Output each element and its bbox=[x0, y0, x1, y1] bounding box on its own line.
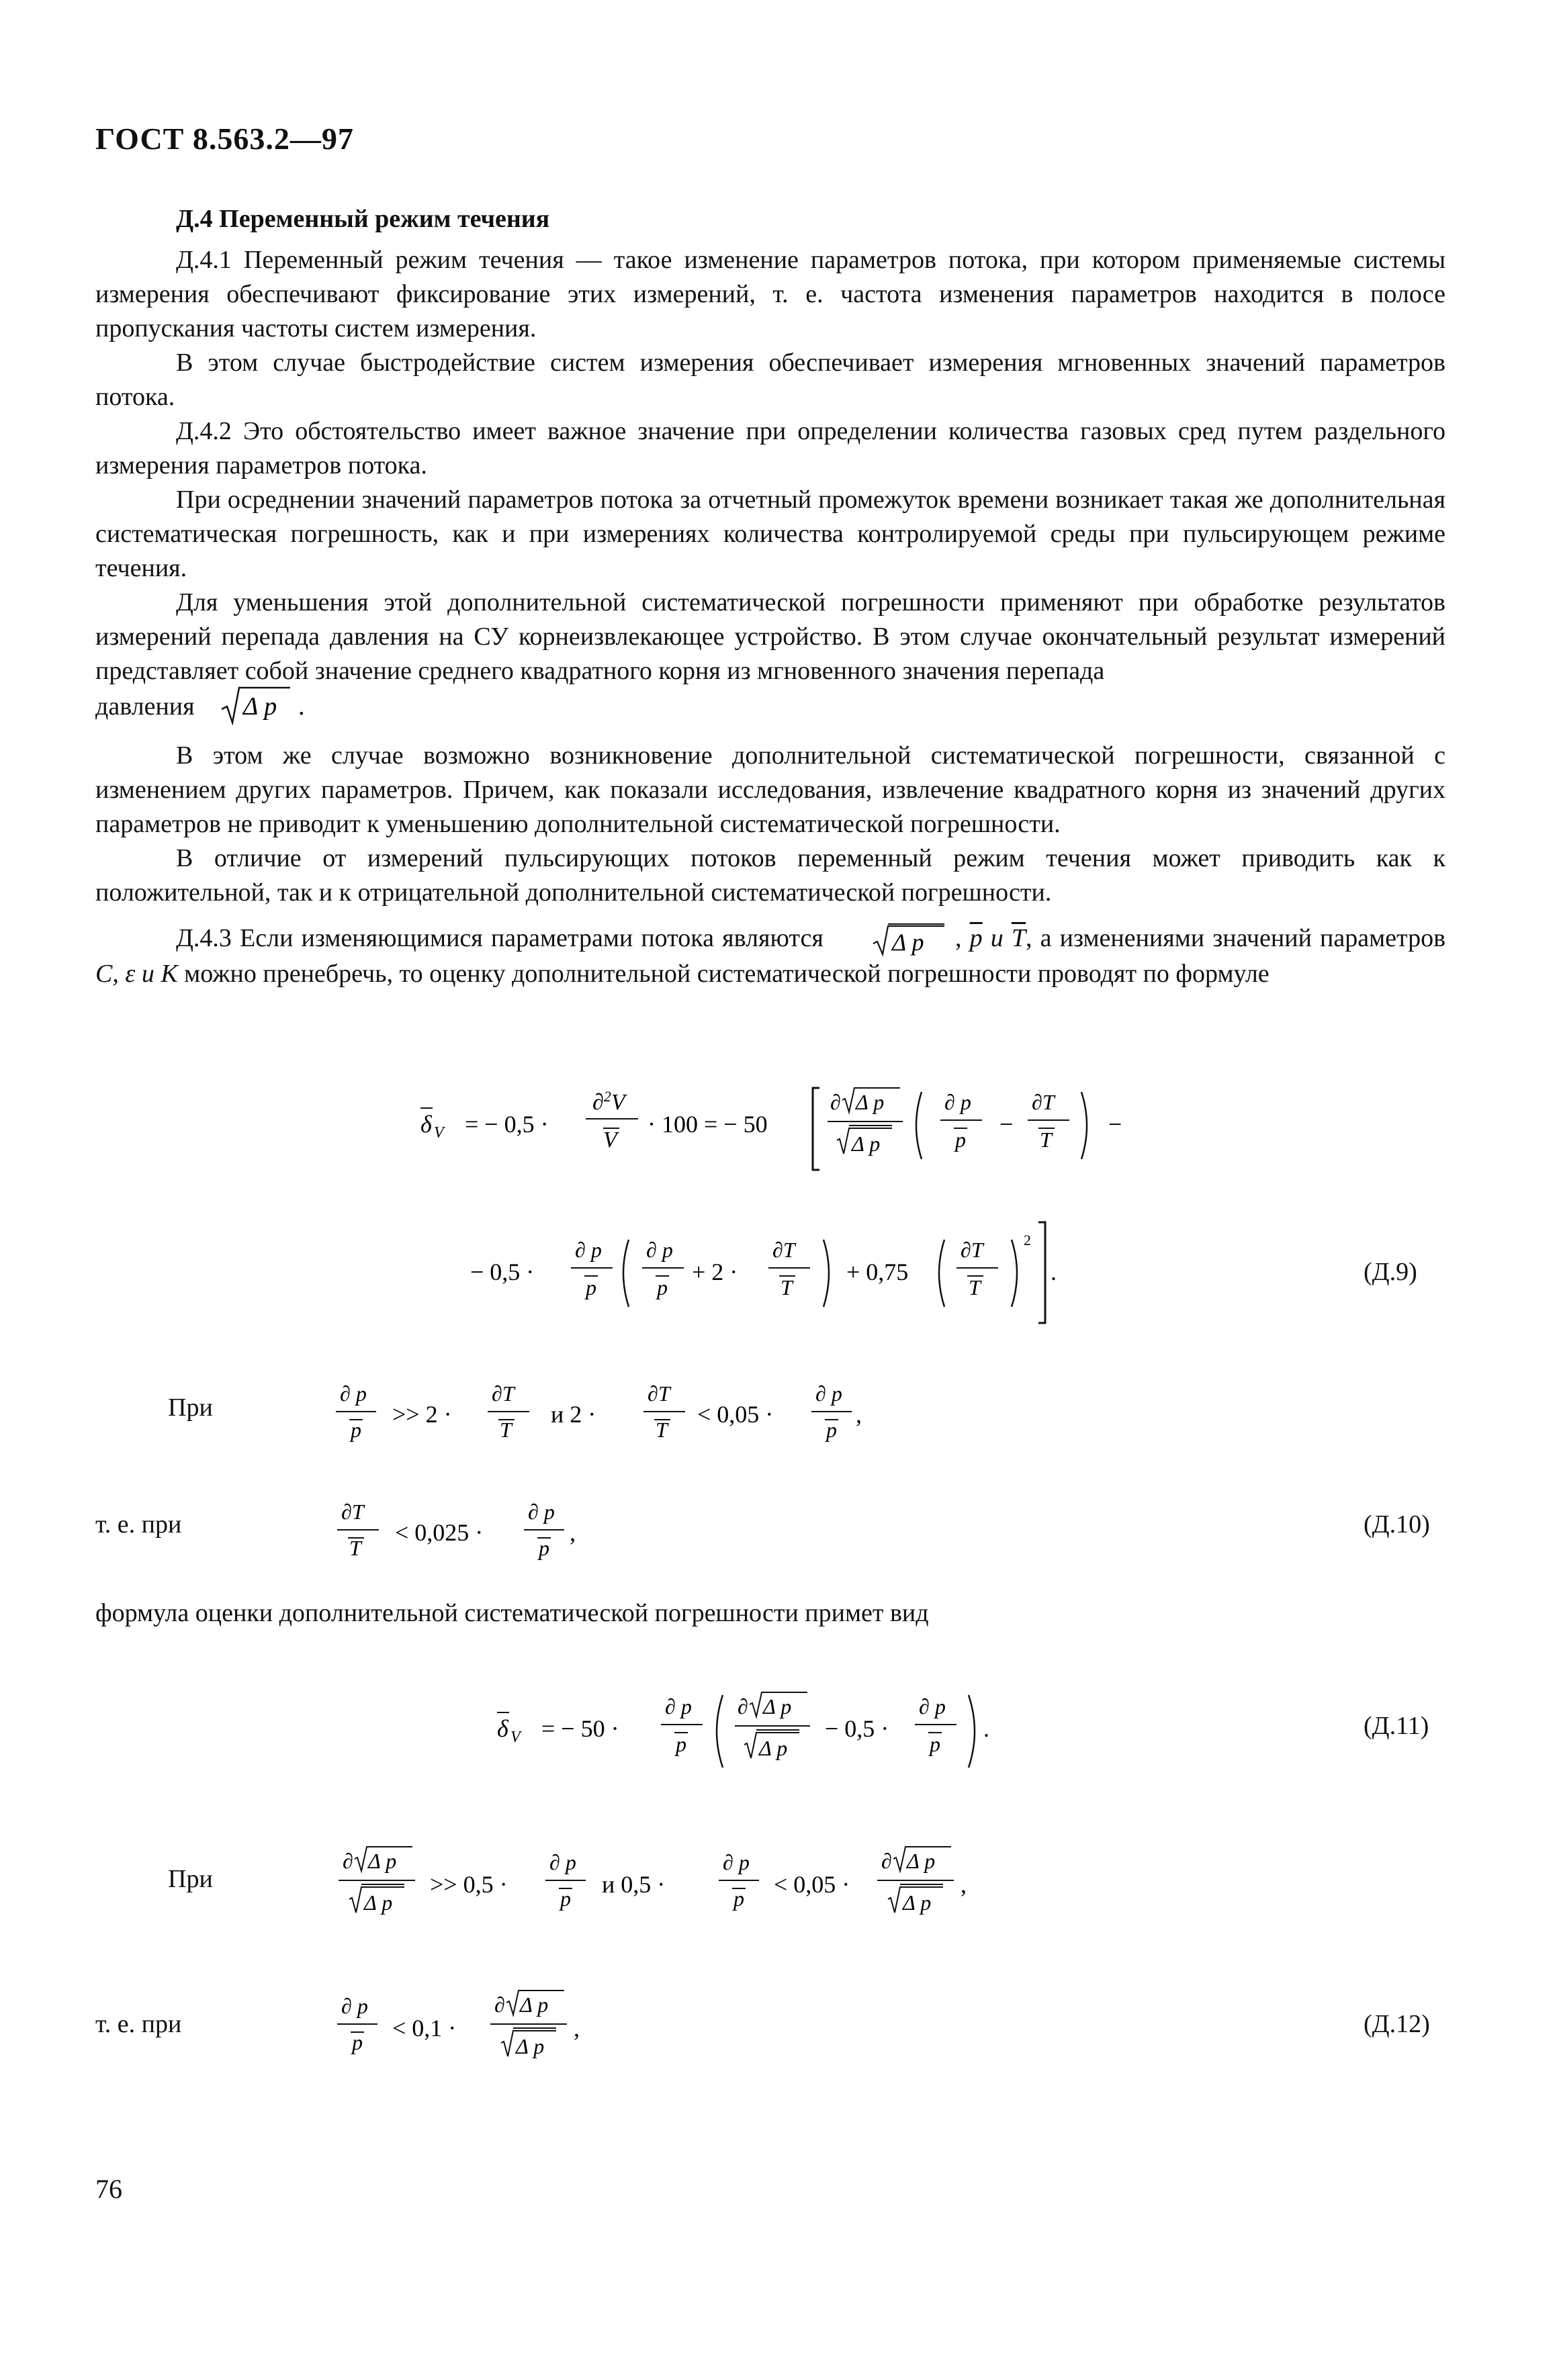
equation-number-d11: (Д.11) bbox=[1364, 1712, 1429, 1740]
svg-text:T: T bbox=[500, 1418, 512, 1442]
svg-text:Δ p: Δ p bbox=[243, 692, 277, 721]
equation-number-d12: (Д.12) bbox=[1364, 2010, 1430, 2038]
pressure-label: давления bbox=[95, 692, 195, 721]
svg-text:2: 2 bbox=[1024, 1232, 1031, 1248]
svg-text:.: . bbox=[1051, 1258, 1057, 1285]
svg-text:∂T: ∂T bbox=[772, 1238, 795, 1262]
svg-text:>> 2 ·: >> 2 · bbox=[392, 1401, 452, 1428]
svg-text:∂2V: ∂$^2$V bbox=[592, 1088, 625, 1115]
svg-text:∂ p: ∂ p bbox=[815, 1381, 842, 1406]
condition-label-te-2: т. е. при bbox=[95, 2010, 182, 2038]
svg-text:∂T: ∂T bbox=[648, 1381, 670, 1406]
svg-text:p: p bbox=[586, 1275, 596, 1299]
paragraph: Для уменьшения этой дополнительной систематической погрешности применяют при обработке результатов измерений перепада давления на СУ корнеизвлекающее устройство. В этом случае окончательный результат измерений представляет собой значение среднего квадратного корня из мгновенного значения перепада bbox=[95, 588, 1445, 685]
svg-text:Δ p: Δ p bbox=[759, 1736, 788, 1760]
svg-text:T: T bbox=[969, 1275, 981, 1299]
svg-text:,: , bbox=[574, 2015, 580, 2042]
svg-text:δ: δ bbox=[497, 1715, 508, 1742]
svg-text:p: p bbox=[676, 1732, 686, 1756]
svg-text:∂T: ∂T bbox=[1032, 1090, 1055, 1114]
svg-text:Δ p: Δ p bbox=[907, 1849, 936, 1873]
svg-text:>> 0,5 ·: >> 0,5 · bbox=[430, 1871, 508, 1898]
svg-text:Δ p: Δ p bbox=[891, 929, 924, 956]
paragraph: В этом случае быстродействие систем измерения обеспечивает измерения мгновенных значений параметров потока. bbox=[95, 349, 1445, 411]
svg-text:< 0,1 ·: < 0,1 · bbox=[392, 2015, 457, 2042]
svg-text:< 0,05 ·: < 0,05 · bbox=[697, 1401, 774, 1428]
svg-text:,: , bbox=[856, 1401, 862, 1428]
condition-1 bbox=[336, 1370, 907, 1451]
svg-text:− 0,5 ·: − 0,5 · bbox=[825, 1715, 889, 1742]
svg-text:p: p bbox=[560, 1886, 571, 1911]
svg-text:+ 0,75: + 0,75 bbox=[846, 1258, 909, 1285]
sqrt-delta-p-bar bbox=[872, 923, 947, 957]
svg-text:∂ p: ∂ p bbox=[723, 1850, 750, 1874]
svg-text:− 0,5 ·: − 0,5 · bbox=[470, 1258, 535, 1285]
svg-text:p: p bbox=[955, 1128, 966, 1152]
svg-text:∂ p: ∂ p bbox=[665, 1694, 692, 1719]
svg-text:∂: ∂ bbox=[738, 1694, 748, 1719]
svg-text:p: p bbox=[826, 1418, 837, 1442]
svg-text:∂: ∂ bbox=[343, 1849, 353, 1873]
equation-number-d9: (Д.9) bbox=[1364, 1258, 1417, 1286]
svg-text:∂ p: ∂ p bbox=[549, 1850, 576, 1874]
d43-part4: можно пренебречь, то оценку дополнительной систематической погрешности проводят по формуле bbox=[184, 960, 1270, 989]
svg-text:и 0,5 ·: и 0,5 · bbox=[602, 1871, 666, 1898]
svg-text:.: . bbox=[983, 1715, 989, 1742]
svg-text:+ 2 ·: + 2 · bbox=[692, 1258, 738, 1285]
svg-text:∂T: ∂T bbox=[961, 1238, 983, 1262]
d43-part1: Д.4.3 Если изменяющимися параметрами потока являются bbox=[176, 924, 824, 952]
svg-text:δ: δ bbox=[420, 1111, 432, 1138]
svg-text:· 100 = − 50: · 100 = − 50 bbox=[648, 1111, 768, 1138]
svg-text:−: − bbox=[999, 1111, 1014, 1138]
svg-text:.: . bbox=[298, 692, 305, 721]
svg-text:∂ p: ∂ p bbox=[340, 1381, 367, 1406]
condition-d10 bbox=[336, 1491, 605, 1571]
svg-text:V: V bbox=[510, 1729, 521, 1746]
svg-text:∂ p: ∂ p bbox=[919, 1694, 946, 1719]
svg-text:T: T bbox=[349, 1536, 361, 1560]
svg-text:p: p bbox=[657, 1275, 668, 1299]
paragraph: В этом же случае возможно возникновение дополнительной систематической погрешности, связанной с изменением других параметров. Причем, как показали исследования, извлечение квадратного корня из значений других параметров не приводит к уменьшению дополнительной систематической погрешности. bbox=[95, 741, 1445, 838]
body-text-2 bbox=[95, 739, 1445, 910]
svg-text:−: − bbox=[1108, 1111, 1122, 1138]
condition-label-te-1: т. е. при bbox=[95, 1510, 182, 1539]
svg-text:T: T bbox=[656, 1418, 668, 1442]
coef: 0,5 bbox=[504, 1111, 535, 1138]
svg-text:Δ p: Δ p bbox=[903, 1890, 932, 1915]
svg-text:∂T: ∂T bbox=[492, 1381, 515, 1406]
svg-text:∂ p: ∂ p bbox=[575, 1238, 602, 1262]
svg-text:T: T bbox=[781, 1275, 793, 1299]
equation-d9-line2 bbox=[470, 1216, 1075, 1330]
svg-text:T: T bbox=[1040, 1128, 1052, 1152]
svg-text:∂ p: ∂ p bbox=[944, 1090, 971, 1114]
svg-text:∂ p: ∂ p bbox=[646, 1238, 673, 1262]
condition-label-pri-1: При bbox=[168, 1393, 213, 1422]
svg-text:,: , bbox=[570, 1519, 576, 1546]
sqrt-delta-p-inline bbox=[219, 684, 326, 727]
svg-text:p: p bbox=[352, 2030, 363, 2054]
paragraph: В отличие от измерений пульсирующих потоков переменный режим течения может приводить как к положительной, так и к отрицательной дополнительной систематической погрешности. bbox=[95, 844, 1445, 907]
svg-text:∂ p: ∂ p bbox=[528, 1500, 555, 1524]
svg-text:< 0,025 ·: < 0,025 · bbox=[395, 1519, 484, 1546]
svg-text:∂T: ∂T bbox=[341, 1500, 364, 1524]
svg-text:p: p bbox=[351, 1418, 361, 1442]
d43-paragraph: Д.4.3 Если изменяющимися параметрами потока являются Δ p , $\overline{p}$ и $\overline{T}$, а изменениями значений параметров C, ε и K можно пренебречь, то оценку дополнительной систематической погрешности проводят по формуле bbox=[95, 924, 1446, 989]
equation-d11 bbox=[484, 1679, 1021, 1780]
svg-text:= − 0,5 ·: = − 0,5 · bbox=[465, 1111, 549, 1138]
svg-text:Δ p: Δ p bbox=[368, 1849, 397, 1873]
section-title: Д.4 Переменный режим течения bbox=[176, 205, 550, 233]
formula-intro: формула оценки дополнительной систематической погрешности примет вид bbox=[95, 1599, 929, 1627]
page-number: 76 bbox=[95, 2174, 122, 2204]
svg-text:Δ p: Δ p bbox=[856, 1090, 885, 1114]
svg-text:Δ p: Δ p bbox=[852, 1132, 881, 1156]
svg-text:Δ p: Δ p bbox=[516, 2034, 545, 2058]
svg-text:p: p bbox=[733, 1886, 744, 1911]
condition-2 bbox=[336, 1837, 981, 1925]
svg-text:∂: ∂ bbox=[830, 1090, 841, 1114]
d43-params: C, ε и K bbox=[95, 960, 178, 989]
paragraph: Д.4.1 Переменный режим течения — такое изменение параметров потока, при котором применяемые системы измерения обеспечивают фиксирование этих измерений, т. е. частота изменения параметров находится в полосе пропускания частоты систем измерения. bbox=[95, 246, 1445, 342]
svg-text:< 0,05 ·: < 0,05 · bbox=[774, 1871, 850, 1898]
svg-text:и 2 ·: и 2 · bbox=[551, 1401, 596, 1428]
svg-text:∂ p: ∂ p bbox=[341, 1994, 368, 2018]
svg-text:Δ p: Δ p bbox=[520, 1993, 549, 2017]
svg-text:= − 50 ·: = − 50 · bbox=[541, 1715, 619, 1742]
document-code: ГОСТ 8.563.2—97 bbox=[95, 122, 354, 156]
svg-text:Δ p: Δ p bbox=[364, 1890, 393, 1915]
svg-text:∂: ∂ bbox=[881, 1849, 892, 1873]
equation-number-d10: (Д.10) bbox=[1364, 1510, 1430, 1539]
svg-text:p: p bbox=[930, 1732, 940, 1756]
svg-text:p: p bbox=[539, 1536, 549, 1560]
condition-label-pri-2: При bbox=[168, 1865, 213, 1893]
paragraph: Д.4.2 Это обстоятельство имеет важное значение при определении количества газовых сред путем раздельного измерения параметров потока. bbox=[95, 417, 1445, 479]
d43-part3: , а изменениями значений параметров bbox=[1026, 924, 1446, 952]
svg-text:,: , bbox=[961, 1871, 967, 1898]
condition-d12 bbox=[336, 1981, 605, 2068]
svg-text:Δ p: Δ p bbox=[763, 1694, 792, 1719]
paragraph: При осреднении значений параметров потока за отчетный промежуток времени возникает такая же дополнительная систематическая погрешность, как и при измерениях количества контролируемой среды при пульсирующем режиме течения. bbox=[95, 486, 1445, 582]
svg-text:V: V bbox=[603, 1128, 617, 1152]
d43-and: и bbox=[990, 924, 1004, 952]
svg-text:∂: ∂ bbox=[494, 1993, 505, 2017]
equation-d9-line1 bbox=[403, 1068, 1209, 1182]
body-text-1 bbox=[95, 243, 1445, 688]
svg-text:V: V bbox=[434, 1124, 444, 1142]
